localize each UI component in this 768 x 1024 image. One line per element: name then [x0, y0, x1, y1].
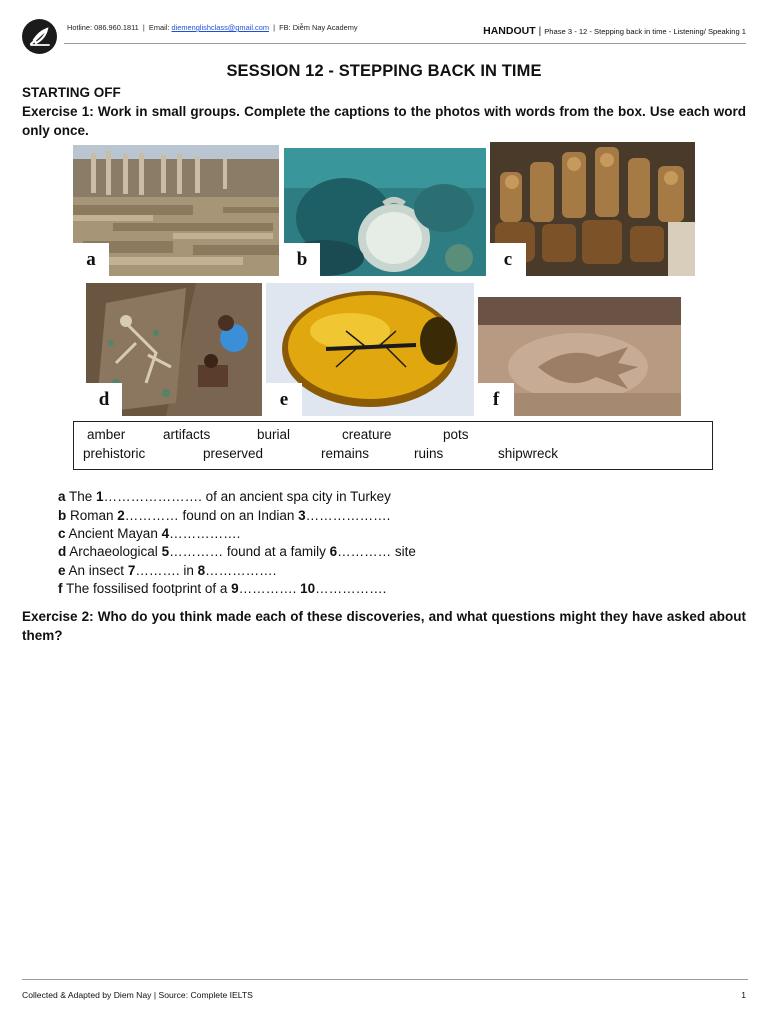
word-box-item: pots: [443, 427, 469, 442]
blank-number: 4: [161, 526, 170, 541]
word-box-item: amber: [87, 427, 126, 442]
word-box-item: creature: [342, 427, 392, 442]
caption-f: f The fossilised footprint of a 9…………. 10…………….: [58, 581, 387, 596]
blank-number: 8: [197, 563, 206, 578]
blank-number: 3: [298, 508, 306, 523]
footer-divider: [22, 979, 748, 980]
blank-number: 5: [161, 544, 170, 559]
insect-in-amber-photo: [266, 283, 474, 416]
photo-label-f: f: [478, 383, 514, 416]
blank-number: 6: [329, 544, 338, 559]
page-number: 1: [741, 990, 746, 1000]
blank-number: 7: [127, 563, 136, 578]
caption-d: d Archaeological 5………… found at a family 6………… site: [58, 544, 416, 559]
photo-label-e: e: [266, 383, 302, 416]
fossil-footprint-photo: [478, 297, 681, 416]
blank-number: 1: [96, 489, 104, 504]
word-box-item: remains: [321, 446, 370, 461]
burial-site-photo: [86, 283, 262, 416]
photo-label-c: c: [490, 243, 526, 276]
hotline-text: Hotline: 086.960.1811: [67, 23, 139, 32]
blank-number: 9: [231, 581, 239, 596]
facebook-text: FB: Diễm Nay Academy: [279, 23, 358, 32]
header-right: [483, 21, 746, 39]
header-separator: |: [538, 26, 542, 37]
caption-e: e An insect 7………. in 8…………….: [58, 563, 277, 578]
photo-label-b: b: [284, 243, 320, 276]
phase-text: Phase 3 - 12 - Stepping back in time - Listening/ Speaking 1: [544, 27, 746, 36]
header-divider: [64, 43, 746, 44]
word-box-item: ruins: [414, 446, 444, 461]
page-title: SESSION 12 - STEPPING BACK IN TIME: [226, 62, 542, 80]
word-box-item: artifacts: [163, 427, 211, 442]
blank-number: 2: [117, 508, 125, 523]
caption-c: c Ancient Mayan 4…………….: [58, 526, 241, 541]
academy-logo-icon: [22, 19, 57, 54]
email-label: Email:: [148, 23, 170, 32]
shipwreck-pots-photo: [284, 148, 486, 276]
exercise-1-instructions: Exercise 1: Work in small groups. Complete the captions to the photos with words from the box. Use each word only once.: [22, 104, 746, 138]
exercise-2-instructions: Exercise 2: Who do you think made each of these discoveries, and what questions might they have asked about them?: [22, 609, 746, 643]
photo-label-a: a: [73, 243, 109, 276]
photo-label-d: d: [86, 383, 122, 416]
word-box-item: burial: [257, 427, 291, 442]
email-link[interactable]: diemenglishclass@gmail.com: [171, 23, 269, 32]
word-box-item: prehistoric: [83, 446, 146, 461]
header-contact: Hotline: 086.960.1811 | Email: diemenglishclass@gmail.com | FB: Diễm Nay Academy: [67, 23, 358, 32]
blank-number: 10: [300, 581, 316, 596]
roman-ruins-photo: [73, 145, 279, 276]
section-heading: STARTING OFF: [22, 85, 121, 100]
word-box-item: shipwreck: [498, 446, 559, 461]
caption-b: b Roman 2………… found on an Indian 3……………….: [58, 508, 391, 523]
caption-a: a The 1…………………. of an ancient spa city in Turkey: [58, 489, 391, 504]
handout-label: HANDOUT: [483, 25, 536, 37]
word-box-item: preserved: [203, 446, 264, 461]
footer-credits: Collected & Adapted by Diem Nay | Source: Complete IELTS: [22, 990, 253, 1000]
mayan-artifacts-photo: [490, 142, 695, 276]
word-box: [73, 421, 713, 470]
